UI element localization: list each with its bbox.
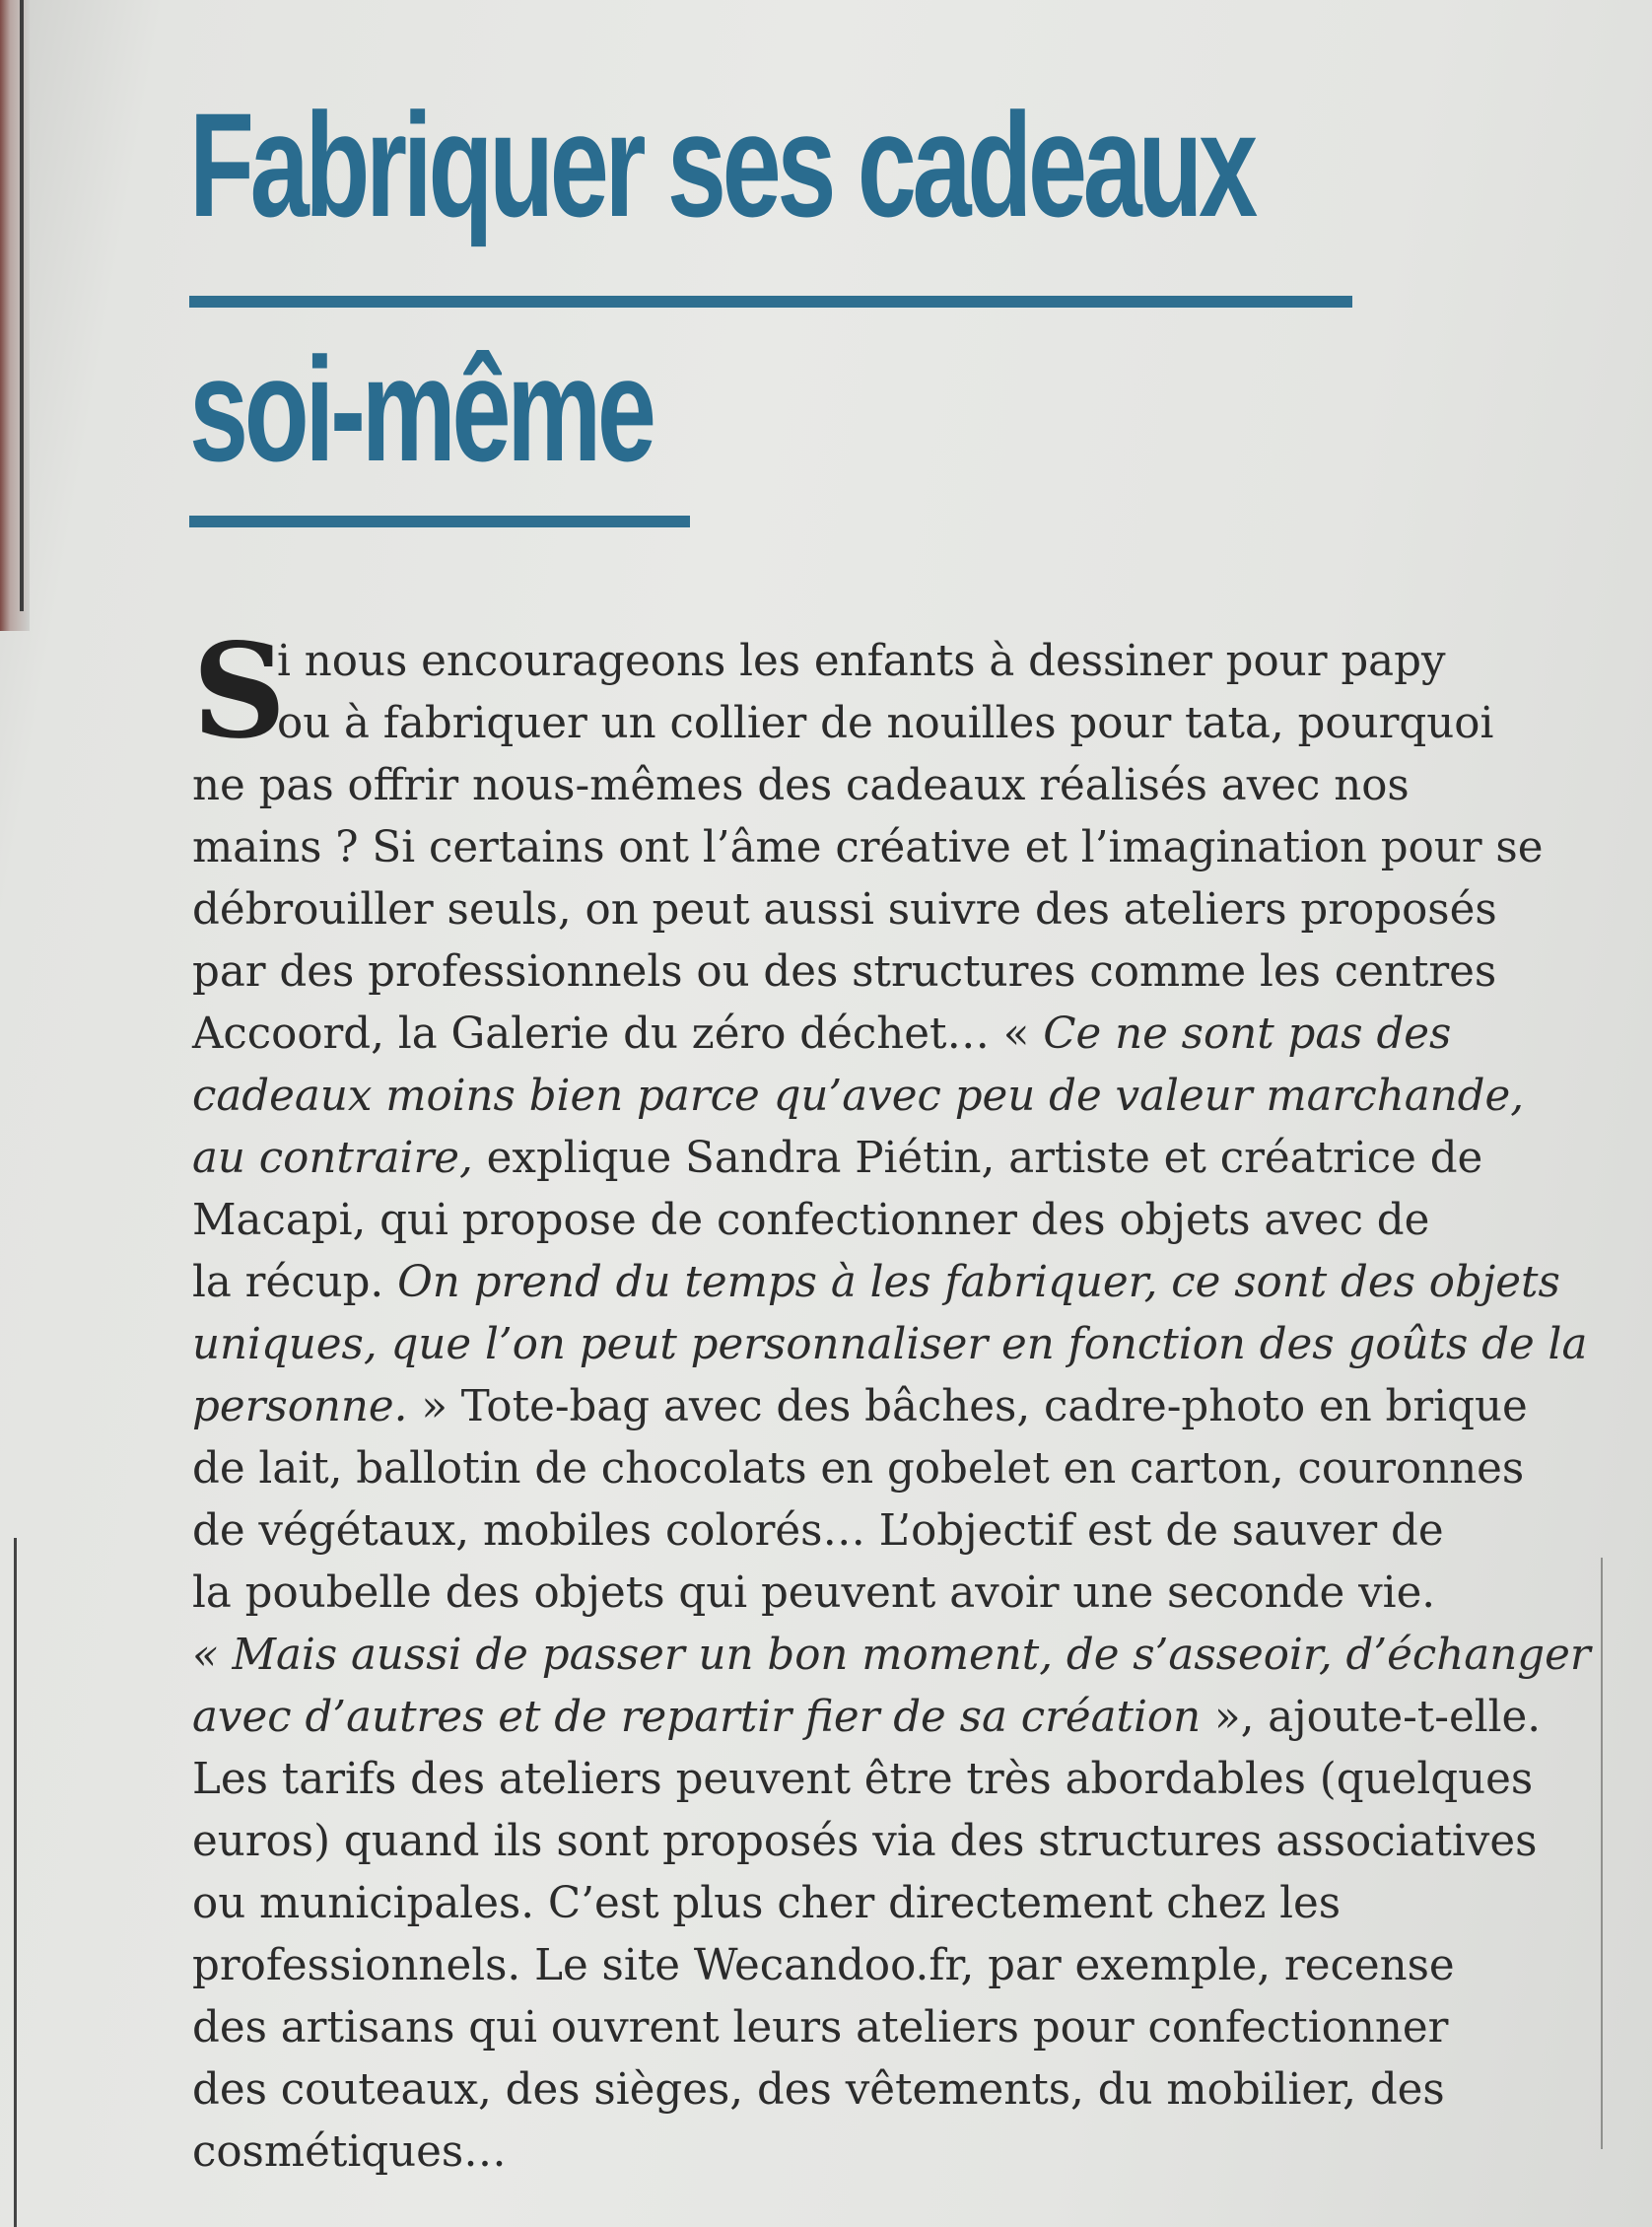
body-text-segment: de lait, ballotin de chocolats en gobelet en carton, couronnes bbox=[192, 1444, 1525, 1494]
body-line bbox=[192, 693, 1612, 755]
quote-text: On prend du temps à les fabriquer, ce sont des objets bbox=[397, 1258, 1560, 1307]
body-line bbox=[192, 1066, 1612, 1128]
body-line bbox=[192, 1500, 1612, 1563]
body-line bbox=[192, 1563, 1612, 1625]
quote-text: cadeaux moins bien parce qu’avec peu de valeur marchande, bbox=[192, 1072, 1525, 1121]
body-text-segment: des couteaux, des sièges, des vêtements, du mobilier, des bbox=[192, 2065, 1445, 2115]
body-line bbox=[192, 1625, 1612, 1687]
quote-text: personne. bbox=[192, 1382, 408, 1431]
body-line bbox=[192, 1314, 1612, 1376]
body-line bbox=[192, 631, 1612, 693]
body-text-segment: explique Sandra Piétin, artiste et créatrice de bbox=[472, 1134, 1483, 1183]
article-title-line-1: Fabriquer ses cadeaux bbox=[189, 82, 1254, 247]
body-line bbox=[192, 941, 1612, 1004]
body-text-segment: mains ? Si certains ont l’âme créative et l’imagination pour se bbox=[192, 823, 1544, 872]
body-text-segment: débrouiller seuls, on peut aussi suivre des ateliers proposés bbox=[192, 885, 1497, 935]
body-text-segment: professionnels. Le site Wecandoo.fr, par exemple, recense bbox=[192, 1941, 1455, 1990]
page-binding-edge bbox=[0, 0, 30, 631]
body-text-segment: Accoord, la Galerie du zéro déchet… « bbox=[192, 1009, 1044, 1059]
body-line bbox=[192, 1749, 1612, 1811]
body-text-segment: », ajoute-t-elle. bbox=[1201, 1693, 1542, 1742]
body-line bbox=[192, 817, 1612, 879]
body-text-segment: i nous encourageons les enfants à dessiner pour papy bbox=[277, 637, 1446, 686]
body-text-segment: » Tote-bag avec des bâches, cadre-photo en brique bbox=[407, 1382, 1528, 1431]
quote-text: Ce ne sont pas des bbox=[1043, 1009, 1452, 1059]
article-title-line-2: soi-même bbox=[189, 326, 653, 492]
drop-cap: S bbox=[192, 615, 287, 768]
body-line bbox=[192, 2122, 1612, 2184]
body-text-segment: ne pas offrir nous-mêmes des cadeaux réalisés avec nos bbox=[192, 761, 1410, 810]
article-body bbox=[192, 615, 1612, 2184]
body-line bbox=[192, 1873, 1612, 1935]
body-line bbox=[192, 1376, 1612, 1438]
body-text-segment: de végétaux, mobiles colorés… L’objectif est de sauver de bbox=[192, 1506, 1444, 1556]
body-text-segment: ou à fabriquer un collier de nouilles pour tata, pourquoi bbox=[277, 699, 1494, 748]
body-text-segment: par des professionnels ou des structures comme les centres bbox=[192, 947, 1497, 997]
body-text-segment: la poubelle des objets qui peuvent avoir une seconde vie. bbox=[192, 1568, 1436, 1618]
body-text-segment: cosmétiques… bbox=[192, 2127, 507, 2177]
body-line bbox=[192, 1004, 1612, 1066]
title-underline-2 bbox=[189, 516, 690, 527]
body-text-segment: Macapi, qui propose de confectionner des objets avec de bbox=[192, 1196, 1430, 1245]
binding-line-bottom bbox=[14, 1538, 17, 2227]
body-text-segment: Les tarifs des ateliers peuvent être très abordables (quelques bbox=[192, 1755, 1534, 1804]
body-line bbox=[192, 1128, 1612, 1190]
quote-text: « Mais aussi de passer un bon moment, de s’asseoir, d’échanger bbox=[192, 1631, 1591, 1680]
binding-line-top bbox=[20, 0, 24, 611]
body-line bbox=[192, 879, 1612, 941]
quote-text: avec d’autres et de repartir fier de sa création bbox=[192, 1693, 1202, 1742]
body-line bbox=[192, 1252, 1612, 1314]
body-text-segment: la récup. bbox=[192, 1258, 398, 1307]
quote-text: uniques, que l’on peut personnaliser en fonction des goûts de la bbox=[192, 1320, 1588, 1369]
body-text-segment: des artisans qui ouvrent leurs ateliers pour confectionner bbox=[192, 2003, 1449, 2053]
body-line bbox=[192, 1190, 1612, 1252]
body-line bbox=[192, 1811, 1612, 1873]
quote-text: au contraire, bbox=[192, 1134, 473, 1183]
body-line bbox=[192, 1935, 1612, 1997]
body-line bbox=[192, 755, 1612, 817]
body-line bbox=[192, 2059, 1612, 2122]
title-underline-1 bbox=[189, 296, 1352, 308]
body-line bbox=[192, 1438, 1612, 1500]
body-text-segment: ou municipales. C’est plus cher directement chez les bbox=[192, 1879, 1342, 1928]
body-text-segment: euros) quand ils sont proposés via des structures associatives bbox=[192, 1817, 1538, 1866]
body-line bbox=[192, 1997, 1612, 2059]
body-line bbox=[192, 1687, 1612, 1749]
